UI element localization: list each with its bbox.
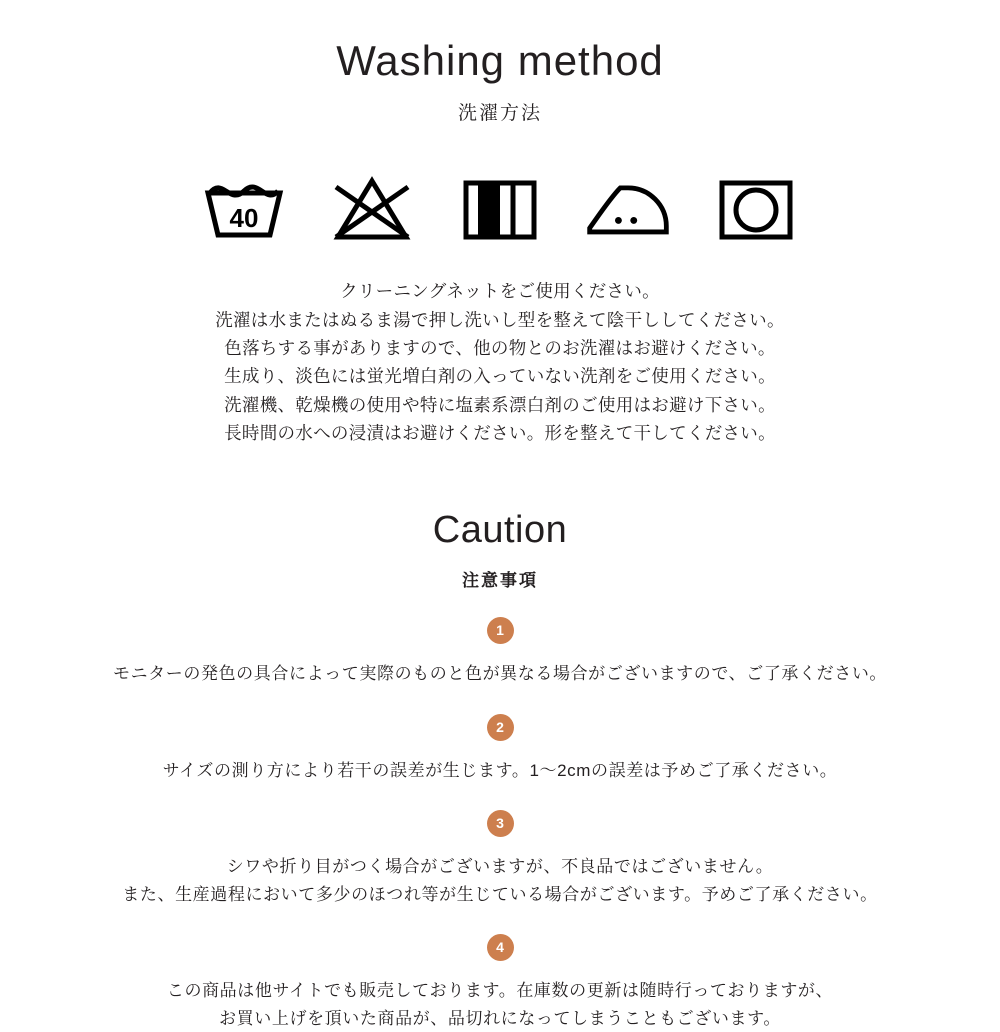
caution-section <box>0 509 1000 1032</box>
drip-dry-in-shade-icon <box>454 165 546 243</box>
washing-instructions <box>0 277 1000 447</box>
washing-line: 洗濯は水またはぬるま湯で押し洗いし型を整えて陰干ししてください。 <box>215 309 785 330</box>
caution-number-badge: 2 <box>487 714 514 741</box>
tumble-dry-icon <box>710 165 802 243</box>
caution-title-en: Caution <box>432 509 568 552</box>
caution-number-badge: 4 <box>487 934 514 961</box>
do-not-bleach-icon <box>326 165 418 243</box>
caution-line: サイズの測り方により若干の誤差が生じます。1〜2cmの誤差は予めご了承ください。 <box>162 760 838 780</box>
washing-line: 洗濯機、乾燥機の使用や特に塩素系漂白剤のご使用はお避け下さい。 <box>224 394 776 415</box>
caution-number-badge: 1 <box>487 617 514 644</box>
caution-title-jp: 注意事項 <box>462 571 538 591</box>
caution-line: また、生産過程において多少のほつれ等が生じている場合がございます。予めご了承ください。 <box>122 884 878 904</box>
washing-line: 長時間の水への浸漬はお避けください。形を整えて干してください。 <box>224 422 776 443</box>
caution-item-4 <box>0 934 1000 1032</box>
caution-line: シワや折り目がつく場合がございますが、不良品ではございません。 <box>226 857 774 877</box>
wash-40-tub-icon <box>198 165 290 243</box>
caution-line: モニターの発色の具合によって実際のものと色が異なる場合がございますので、ご了承ください。 <box>112 664 888 684</box>
washing-method-section <box>0 0 1000 447</box>
caution-item-1 <box>0 617 1000 688</box>
svg-text:40: 40 <box>229 203 259 234</box>
caution-item-2 <box>0 714 1000 785</box>
caution-text <box>0 853 1000 908</box>
caution-number-badge: 3 <box>487 810 514 837</box>
caution-line: この商品は他サイトでも販売しております。在庫数の更新は随時行っておりますが、 <box>166 981 834 1001</box>
caution-item-3 <box>0 810 1000 908</box>
caution-text <box>0 977 1000 1032</box>
washing-line: 生成り、淡色には蛍光増白剤の入っていない洗剤をご使用ください。 <box>224 366 776 387</box>
iron-low-heat-icon <box>582 165 674 243</box>
washing-title-en: Washing method <box>336 37 664 84</box>
washing-line: 色落ちする事がありますので、他の物とのお洗濯はお避けください。 <box>224 337 776 358</box>
caution-text <box>0 757 1000 785</box>
washing-title-jp: 洗濯方法 <box>457 103 542 125</box>
care-symbol-row <box>0 165 1000 243</box>
caution-text <box>0 660 1000 688</box>
caution-line: お買い上げを頂いた商品が、品切れになってしまうこともございます。 <box>219 1008 781 1028</box>
washing-line: クリーニングネットをご使用ください。 <box>340 281 660 302</box>
